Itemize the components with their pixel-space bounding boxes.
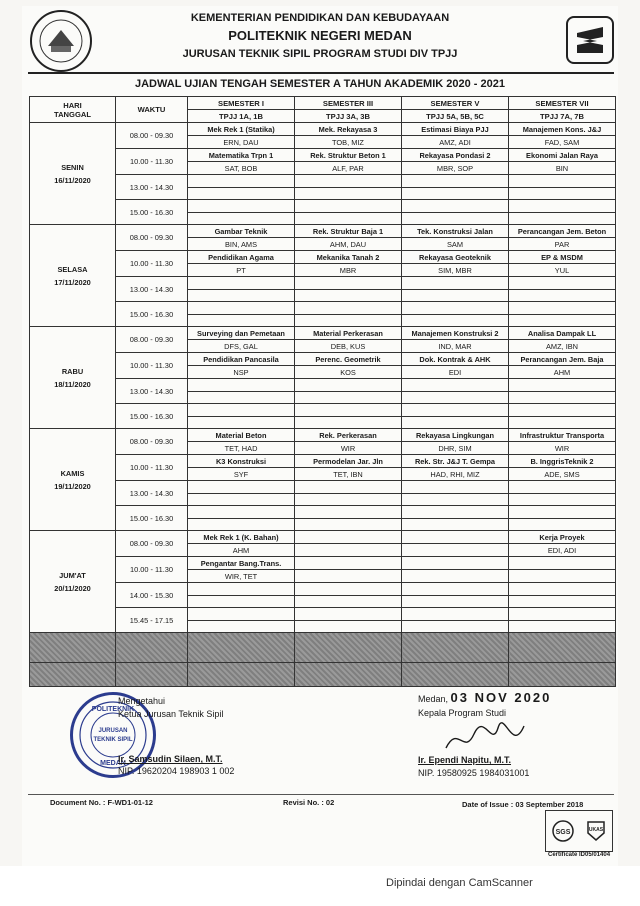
- lecturer-cell: ADE, SMS: [509, 468, 616, 481]
- lecturer-cell: [295, 544, 402, 557]
- shaded-cell: [295, 663, 402, 687]
- exam-schedule-table: [29, 96, 616, 687]
- course-cell: [295, 277, 402, 290]
- lecturer-cell: [295, 493, 402, 506]
- lecturer-cell: [402, 314, 509, 327]
- lecturer-cell: TET, HAD: [188, 442, 295, 455]
- lecturer-cell: [295, 314, 402, 327]
- lecturer-cell: EDI: [402, 366, 509, 379]
- time-cell: 13.00 - 14.30: [116, 277, 188, 302]
- course-cell: [295, 302, 402, 315]
- course-cell: Kerja Proyek: [509, 531, 616, 544]
- course-cell: [188, 379, 295, 392]
- time-cell: 15.00 - 16.30: [116, 200, 188, 225]
- header-semester: SEMESTER V: [402, 97, 509, 110]
- table-row: [30, 583, 616, 596]
- lecturer-cell: [188, 391, 295, 404]
- course-cell: [295, 557, 402, 570]
- lecturer-cell: [188, 416, 295, 429]
- course-cell: [509, 404, 616, 417]
- sgs-badge-icon: [551, 819, 575, 843]
- lecturer-cell: BIN, AMS: [188, 238, 295, 251]
- lecturer-cell: [509, 289, 616, 302]
- lecturer-cell: [509, 595, 616, 608]
- ukas-label: UKAS: [588, 827, 603, 833]
- lecturer-cell: [402, 289, 509, 302]
- course-cell: [188, 608, 295, 621]
- table-row: [30, 481, 616, 494]
- department-logo: [566, 16, 614, 64]
- course-cell: [402, 583, 509, 596]
- table-row: [30, 608, 616, 621]
- shaded-cell: [402, 633, 509, 663]
- lecturer-cell: [295, 212, 402, 225]
- lecturer-cell: TOB, MIZ: [295, 136, 402, 149]
- course-cell: [509, 175, 616, 188]
- stamp-text-mid1: JURUSAN: [98, 728, 128, 734]
- lecturer-cell: [402, 391, 509, 404]
- stamp-text-mid2: TEKNIK SIPIL: [93, 737, 133, 743]
- lecturer-cell: AHM, DAU: [295, 238, 402, 251]
- lecturer-cell: [402, 212, 509, 225]
- lecturer-cell: DHR, SIM: [402, 442, 509, 455]
- shaded-cell: [116, 663, 188, 687]
- day-name: SENIN: [61, 162, 84, 172]
- lecturer-cell: WIR: [509, 442, 616, 455]
- course-cell: [402, 200, 509, 213]
- header-day: HARI TANGGAL: [30, 97, 116, 123]
- day-cell: [30, 123, 116, 225]
- course-cell: [295, 531, 402, 544]
- table-row: [30, 353, 616, 366]
- course-cell: Analisa Dampak LL: [509, 327, 616, 340]
- left-sign-nip: NIP. 19620204 198903 1 002: [118, 766, 235, 776]
- course-cell: [295, 200, 402, 213]
- course-cell: Perancangan Jem. Baja: [509, 353, 616, 366]
- sgs-label: SGS: [555, 829, 570, 836]
- lecturer-cell: [509, 493, 616, 506]
- table-row: [30, 149, 616, 162]
- left-sign-role2: Ketua Jurusan Teknik Sipil: [118, 709, 224, 719]
- course-cell: [295, 379, 402, 392]
- lecturer-cell: AHM: [188, 544, 295, 557]
- lecturer-cell: [295, 595, 402, 608]
- time-cell: 08.00 - 09.30: [116, 123, 188, 149]
- course-cell: [509, 583, 616, 596]
- course-cell: Perenc. Geometrik: [295, 353, 402, 366]
- course-cell: Rek. Str. J&J T. Gempa: [402, 455, 509, 468]
- course-cell: Mek. Rekayasa 3: [295, 123, 402, 136]
- time-cell: 15.00 - 16.30: [116, 506, 188, 531]
- time-cell: 08.00 - 09.30: [116, 327, 188, 353]
- stamp-text-bottom: MEDAN: [100, 760, 126, 767]
- table-row: [30, 277, 616, 290]
- shaded-cell: [30, 633, 116, 663]
- lecturer-cell: SYF: [188, 468, 295, 481]
- lecturer-cell: [402, 518, 509, 531]
- lecturer-cell: [402, 544, 509, 557]
- header-institution: POLITEKNIK NEGERI MEDAN: [228, 28, 412, 43]
- course-cell: [188, 583, 295, 596]
- lecturer-cell: [295, 187, 402, 200]
- time-cell: 10.00 - 11.30: [116, 455, 188, 481]
- table-row: [30, 251, 616, 264]
- course-cell: Pengantar Bang.Trans.: [188, 557, 295, 570]
- date-of-issue: Date of Issue : 03 September 2018: [462, 800, 584, 809]
- lecturer-cell: [188, 289, 295, 302]
- course-cell: Dok. Kontrak & AHK: [402, 353, 509, 366]
- lecturer-cell: [295, 570, 402, 583]
- time-cell: 08.00 - 09.30: [116, 225, 188, 251]
- lecturer-cell: DFS, GAL: [188, 340, 295, 353]
- course-cell: [509, 481, 616, 494]
- lecturer-cell: [188, 187, 295, 200]
- table-row: [30, 302, 616, 315]
- lecturer-cell: [509, 212, 616, 225]
- table-row: [30, 404, 616, 417]
- polmed-logo: [30, 10, 92, 72]
- day-name: SELASA: [57, 264, 88, 274]
- shaded-cell: [402, 663, 509, 687]
- day-date: 19/11/2020: [54, 481, 91, 491]
- stamp-text-top: POLITEKNIK: [91, 706, 135, 713]
- lecturer-cell: YUL: [509, 264, 616, 277]
- course-cell: [402, 481, 509, 494]
- lecturer-cell: AMZ, ADI: [402, 136, 509, 149]
- day-name: JUM'AT: [59, 570, 86, 580]
- header-semester: SEMESTER VII: [509, 97, 616, 110]
- table-row: [30, 455, 616, 468]
- shaded-cell: [30, 663, 116, 687]
- course-cell: [509, 200, 616, 213]
- day-date: 16/11/2020: [54, 175, 91, 185]
- lecturer-cell: [509, 314, 616, 327]
- course-cell: Rekayasa Lingkungan: [402, 429, 509, 442]
- lecturer-cell: [402, 187, 509, 200]
- left-sign-name: Ir. Samsudin Silaen, M.T.: [118, 754, 223, 764]
- day-name: KAMIS: [60, 468, 85, 478]
- course-cell: [295, 481, 402, 494]
- header-time: WAKTU: [116, 97, 188, 123]
- course-cell: [509, 302, 616, 315]
- ukas-badge-icon: [584, 819, 608, 843]
- course-cell: Rek. Perkerasan: [295, 429, 402, 442]
- time-cell: 10.00 - 11.30: [116, 149, 188, 175]
- lecturer-cell: SAM: [402, 238, 509, 251]
- header-classes: TPJJ 7A, 7B: [509, 110, 616, 123]
- right-sign-role: Kepala Program Studi: [418, 708, 507, 718]
- day-date: 18/11/2020: [54, 379, 91, 389]
- department-logo-icon: [573, 23, 607, 57]
- certification-badges: [545, 810, 613, 852]
- course-cell: [295, 608, 402, 621]
- shaded-row: [30, 633, 616, 663]
- time-cell: 10.00 - 11.30: [116, 251, 188, 277]
- course-cell: Matematika Trpn 1: [188, 149, 295, 162]
- course-cell: [402, 175, 509, 188]
- shaded-cell: [295, 633, 402, 663]
- day-date: 17/11/2020: [54, 277, 91, 287]
- lecturer-cell: [509, 391, 616, 404]
- lecturer-cell: [509, 570, 616, 583]
- course-cell: [188, 481, 295, 494]
- scanner-watermark: Dipindai dengan CamScanner: [386, 877, 533, 889]
- table-row: [30, 429, 616, 442]
- lecturer-cell: HAD, RHI, MIZ: [402, 468, 509, 481]
- course-cell: Ekonomi Jalan Raya: [509, 149, 616, 162]
- table-row: [30, 200, 616, 213]
- lecturer-cell: [509, 416, 616, 429]
- lecturer-cell: AHM: [509, 366, 616, 379]
- course-cell: Gambar Teknik: [188, 225, 295, 238]
- course-cell: Pendidikan Pancasila: [188, 353, 295, 366]
- lecturer-cell: [402, 595, 509, 608]
- course-cell: Mekanika Tanah 2: [295, 251, 402, 264]
- table-row: [30, 506, 616, 519]
- lecturer-cell: NSP: [188, 366, 295, 379]
- shaded-cell: [116, 633, 188, 663]
- course-cell: Mek Rek 1 (K. Bahan): [188, 531, 295, 544]
- header-semester: SEMESTER I: [188, 97, 295, 110]
- lecturer-cell: [188, 620, 295, 633]
- course-cell: Rekayasa Geoteknik: [402, 251, 509, 264]
- table-row: [30, 225, 616, 238]
- lecturer-cell: [188, 595, 295, 608]
- lecturer-cell: [509, 187, 616, 200]
- header-semester: SEMESTER III: [295, 97, 402, 110]
- course-cell: Material Perkerasan: [295, 327, 402, 340]
- table-row: [30, 327, 616, 340]
- course-cell: Rek. Struktur Beton 1: [295, 149, 402, 162]
- course-cell: Permodelan Jar. Jln: [295, 455, 402, 468]
- time-cell: 15.45 - 17.15: [116, 608, 188, 633]
- time-cell: 14.00 - 15.30: [116, 583, 188, 608]
- polmed-logo-icon: [36, 16, 86, 66]
- shaded-row: [30, 663, 616, 687]
- lecturer-cell: [295, 416, 402, 429]
- course-cell: [509, 379, 616, 392]
- lecturer-cell: BIN: [509, 162, 616, 175]
- course-cell: Rek. Struktur Baja 1: [295, 225, 402, 238]
- right-sign-nip: NIP. 19580925 1984031001: [418, 768, 530, 778]
- course-cell: Manajemen Konstruksi 2: [402, 327, 509, 340]
- course-cell: [402, 608, 509, 621]
- course-cell: [188, 404, 295, 417]
- course-cell: [188, 506, 295, 519]
- course-cell: [188, 175, 295, 188]
- lecturer-cell: [295, 620, 402, 633]
- course-cell: Perancangan Jem. Beton: [509, 225, 616, 238]
- header-ministry: KEMENTERIAN PENDIDIKAN DAN KEBUDAYAAN: [190, 12, 450, 24]
- course-cell: [402, 277, 509, 290]
- date-stamp: 03 NOV 2020: [450, 690, 552, 705]
- course-cell: [509, 557, 616, 570]
- scanner-strip: [0, 866, 640, 906]
- course-cell: Mek Rek 1 (Statika): [188, 123, 295, 136]
- time-cell: 10.00 - 11.30: [116, 353, 188, 379]
- time-cell: 13.00 - 14.30: [116, 379, 188, 404]
- signature-icon: [440, 718, 530, 758]
- table-row: [30, 379, 616, 392]
- shaded-cell: [188, 663, 295, 687]
- lecturer-cell: [188, 493, 295, 506]
- course-cell: [188, 302, 295, 315]
- course-cell: [402, 302, 509, 315]
- lecturer-cell: PT: [188, 264, 295, 277]
- course-cell: K3 Konstruksi: [188, 455, 295, 468]
- time-cell: 08.00 - 09.30: [116, 531, 188, 557]
- lecturer-cell: WIR, TET: [188, 570, 295, 583]
- lecturer-cell: [509, 518, 616, 531]
- course-cell: Material Beton: [188, 429, 295, 442]
- lecturer-cell: MBR, SOP: [402, 162, 509, 175]
- lecturer-cell: ALF, PAR: [295, 162, 402, 175]
- lecturer-cell: SAT, BOB: [188, 162, 295, 175]
- shaded-cell: [188, 633, 295, 663]
- course-cell: [402, 506, 509, 519]
- time-cell: 13.00 - 14.30: [116, 481, 188, 506]
- certificate-id: Certificate ID05/01404: [548, 852, 611, 858]
- lecturer-cell: [509, 620, 616, 633]
- course-cell: [402, 404, 509, 417]
- header-department: JURUSAN TEKNIK SIPIL PROGRAM STUDI DIV TPJJ: [182, 48, 458, 60]
- shaded-cell: [509, 663, 616, 687]
- course-cell: Pendidikan Agama: [188, 251, 295, 264]
- table-row: [30, 531, 616, 544]
- header-classes: TPJJ 1A, 1B: [188, 110, 295, 123]
- course-cell: Manajemen Kons. J&J: [509, 123, 616, 136]
- table-row: [30, 123, 616, 136]
- lecturer-cell: [402, 620, 509, 633]
- lecturer-cell: WIR: [295, 442, 402, 455]
- document-title: JADWAL UJIAN TENGAH SEMESTER A TAHUN AKADEMIK 2020 - 2021: [135, 78, 505, 90]
- course-cell: [402, 557, 509, 570]
- course-cell: Rekayasa Pondasi 2: [402, 149, 509, 162]
- course-cell: Infrastruktur Transporta: [509, 429, 616, 442]
- lecturer-cell: DEB, KUS: [295, 340, 402, 353]
- day-cell: [30, 531, 116, 633]
- header-classes: TPJJ 3A, 3B: [295, 110, 402, 123]
- time-cell: 13.00 - 14.30: [116, 175, 188, 200]
- table-row: [30, 557, 616, 570]
- header-rule: [28, 72, 614, 74]
- day-cell: [30, 225, 116, 327]
- lecturer-cell: [188, 518, 295, 531]
- lecturer-cell: AMZ, IBN: [509, 340, 616, 353]
- course-cell: Surveying dan Pemetaan: [188, 327, 295, 340]
- course-cell: [188, 277, 295, 290]
- lecturer-cell: TET, IBN: [295, 468, 402, 481]
- right-sign-place-date: Medan, 03 NOV 2020: [418, 690, 552, 705]
- revision-number: Revisi No. : 02: [283, 798, 335, 807]
- time-cell: 08.00 - 09.30: [116, 429, 188, 455]
- document-number: Document No. : F-WD1-01-12: [50, 798, 153, 807]
- right-sign-name: Ir. Ependi Napitu, M.T.: [418, 755, 512, 765]
- lecturer-cell: MBR: [295, 264, 402, 277]
- lecturer-cell: [188, 314, 295, 327]
- course-cell: [509, 277, 616, 290]
- time-cell: 10.00 - 11.30: [116, 557, 188, 583]
- lecturer-cell: [188, 212, 295, 225]
- course-cell: [295, 404, 402, 417]
- lecturer-cell: PAR: [509, 238, 616, 251]
- lecturer-cell: EDI, ADI: [509, 544, 616, 557]
- course-cell: Tek. Konstruksi Jalan: [402, 225, 509, 238]
- time-cell: 15.00 - 16.30: [116, 302, 188, 327]
- shaded-cell: [509, 633, 616, 663]
- lecturer-cell: [295, 289, 402, 302]
- table-row: [30, 175, 616, 188]
- course-cell: [509, 506, 616, 519]
- day-cell: [30, 429, 116, 531]
- lecturer-cell: [402, 493, 509, 506]
- course-cell: [295, 583, 402, 596]
- course-cell: EP & MSDM: [509, 251, 616, 264]
- course-cell: [188, 200, 295, 213]
- day-cell: [30, 327, 116, 429]
- course-cell: [402, 379, 509, 392]
- day-date: 20/11/2020: [54, 583, 91, 593]
- header-classes: TPJJ 5A, 5B, 5C: [402, 110, 509, 123]
- lecturer-cell: IND, MAR: [402, 340, 509, 353]
- footer-rule: [28, 794, 614, 795]
- lecturer-cell: ERN, DAU: [188, 136, 295, 149]
- lecturer-cell: [402, 416, 509, 429]
- course-cell: B. InggrisTeknik 2: [509, 455, 616, 468]
- course-cell: Estimasi Biaya PJJ: [402, 123, 509, 136]
- left-sign-role1: Mengetahui: [118, 696, 166, 706]
- lecturer-cell: KOS: [295, 366, 402, 379]
- day-name: RABU: [61, 366, 84, 376]
- lecturer-cell: FAD, SAM: [509, 136, 616, 149]
- course-cell: [509, 608, 616, 621]
- lecturer-cell: [295, 391, 402, 404]
- course-cell: [295, 175, 402, 188]
- course-cell: [295, 506, 402, 519]
- course-cell: [402, 531, 509, 544]
- lecturer-cell: [295, 518, 402, 531]
- lecturer-cell: SIM, MBR: [402, 264, 509, 277]
- time-cell: 15.00 - 16.30: [116, 404, 188, 429]
- lecturer-cell: [402, 570, 509, 583]
